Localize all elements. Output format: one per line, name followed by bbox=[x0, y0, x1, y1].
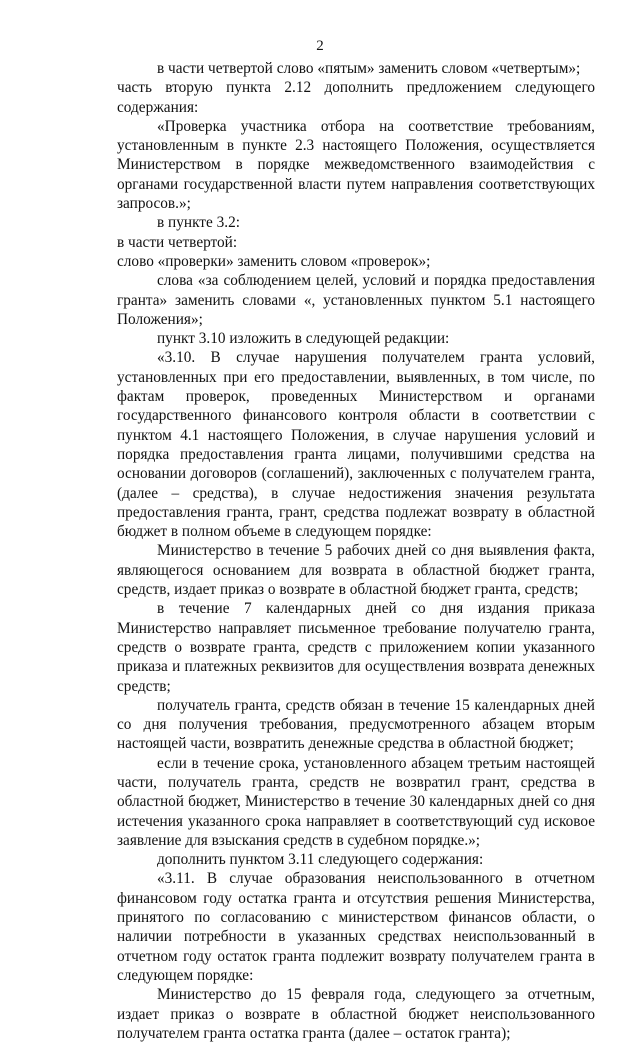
document-body bbox=[117, 59, 595, 1043]
paragraph-12: получатель гранта, средств обязан в течение 15 календарных дней со дня получения требования, предусмотренного абзацем вторым настоящей части, возвратить денежные средства в областной бюджет; bbox=[117, 696, 595, 753]
paragraph-10: Министерство в течение 5 рабочих дней со дня выявления факта, являющегося основанием для возврата в областной бюджет гранта, средств, издает приказ о возврате в областной бюджет гранта, средств; bbox=[117, 542, 595, 599]
paragraph-4: в пункте 3.2: bbox=[157, 214, 240, 232]
paragraph-13: если в течение срока, установленного абзацем третьим настоящей части, получатель гранта, средств не возвратил грант, средства в областной бюджет, Министерство в течение 30 календарных дней со дня истечения указанного срока направляет в соответствующий суд исковое заявление для взыскания средств в судебном порядке.»; bbox=[117, 754, 595, 849]
paragraph-6: слово «проверки» заменить словом «проверок»; bbox=[117, 252, 431, 270]
paragraph-14: дополнить пунктом 3.11 следующего содержания: bbox=[157, 851, 484, 869]
paragraph-1: в части четвертой слово «пятым» заменить словом «четвертым»; bbox=[157, 60, 581, 77]
paragraph-16: Министерство до 15 февраля года, следующего за отчетным, издает приказ о возврате в областной бюджет неиспользованного получателем гранта остатка гранта (далее – остаток гранта); bbox=[117, 986, 595, 1042]
paragraph-3: «Проверка участника отбора на соответствие требованиям, установленным в пункте 2.3 настоящего Положения, осуществляется Министерством в порядке межведомственного взаимодействия с органами государственной власти путем направления соответствующих запросов.»; bbox=[117, 117, 595, 213]
paragraph-2: часть вторую пункта 2.12 дополнить предложением следующего содержания: bbox=[117, 79, 595, 116]
page-number: 2 bbox=[316, 38, 324, 54]
paragraph-15: «3.11. В случае образования неиспользованного в отчетном финансовом году остатка гранта и отсутствия решения Министерства, принятого по согласованию с министерством финансов области, о наличии потребности в указанных средствах неиспользованный в отчетном году остаток гранта подлежит возврату получателем гранта в следующем порядке: bbox=[117, 870, 595, 984]
paragraph-7: слова «за соблюдением целей, условий и порядка предоставления гранта» заменить словами «, установленных пунктом 5.1 настоящего Положения»; bbox=[117, 272, 595, 328]
paragraph-11: в течение 7 календарных дней со дня издания приказа Министерство направляет письменное требование получателю гранта, средств о возврате гранта, средств с приложением копии указанного приказа и платежных реквизитов для осуществления возврата денежных средств; bbox=[117, 600, 595, 695]
paragraph-8: пункт 3.10 изложить в следующей редакции: bbox=[157, 330, 450, 348]
paragraph-5: в части четвертой: bbox=[117, 233, 238, 251]
paragraph-9: «3.10. В случае нарушения получателем гранта условий, установленных при его предоставлении, выявленных, в том числе, по фактам проверок, проведенных Министерством и органами государственного финансового контроля области в соответствии с пунктом 4.1 настоящего Положения, в случае нарушения условий и порядка предоставления гранта лицами, получившими средства на основании договоров (соглашений), заключенных с получателем гранта, (далее – средства), в случае недостижения значения результата предоставления гранта, грант, средства подлежат возврату в областной бюджет в полном объеме в следующем порядке: bbox=[117, 349, 595, 541]
